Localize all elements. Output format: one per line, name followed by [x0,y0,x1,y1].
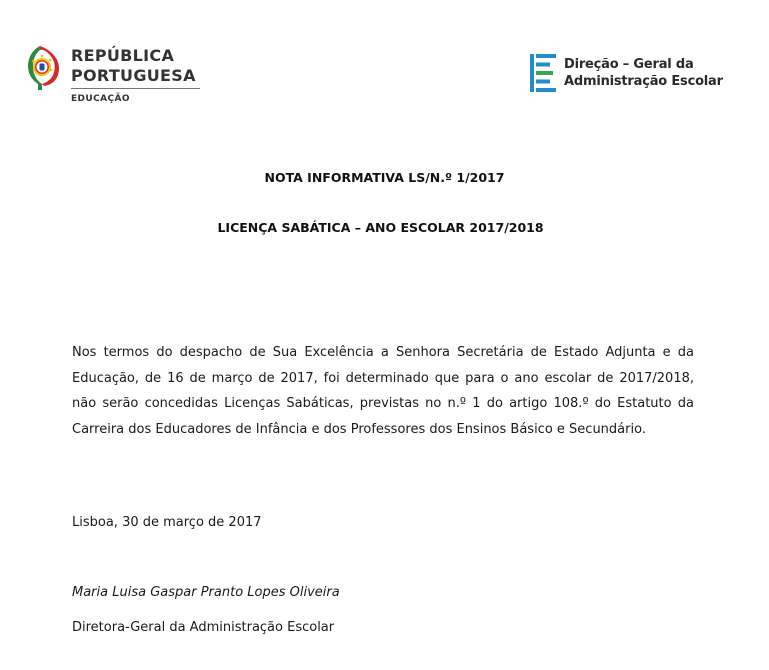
logo-portuguesa-text: PORTUGUESA [71,66,196,85]
dgae-bars-icon [530,54,556,92]
dgae-line2-text: Administração Escolar [564,74,723,89]
logo-educacao-text: EDUCAÇÃO [71,94,130,104]
logo-republica-text: REPÚBLICA [71,46,175,65]
document-date: Lisboa, 30 de março de 2017 [72,515,262,530]
document-title: NOTA INFORMATIVA LS/N.º 1/2017 [264,170,505,185]
signer-role: Diretora-Geral da Administração Escolar [72,620,335,635]
document-subtitle: LICENÇA SABÁTICA – ANO ESCOLAR 2017/2018 [217,220,544,235]
signer-name: Maria Luisa Gaspar Pranto Lopes Oliveira [72,585,340,600]
logo-divider [71,88,200,89]
dgae-line1-text: Direção – Geral da [564,57,694,72]
portuguese-coat-of-arms-icon [26,44,62,92]
document-body: Nos termos do despacho de Sua Excelência a Senhora Secretária de Estado Adjunta e da Educação, de 16 de março de 2017, foi determinado que para o ano escolar de 2017/2018, não serão concedidas Licenças Sabáticas, previstas no n.º 1 do artigo 108.º do Estatuto da Carreira dos Educadores de Infância e dos Professores dos Ensinos Básico e Secundário. [72,345,694,437]
republica-portuguesa-educacao-logo [26,44,201,108]
dgae-logo [530,54,730,94]
